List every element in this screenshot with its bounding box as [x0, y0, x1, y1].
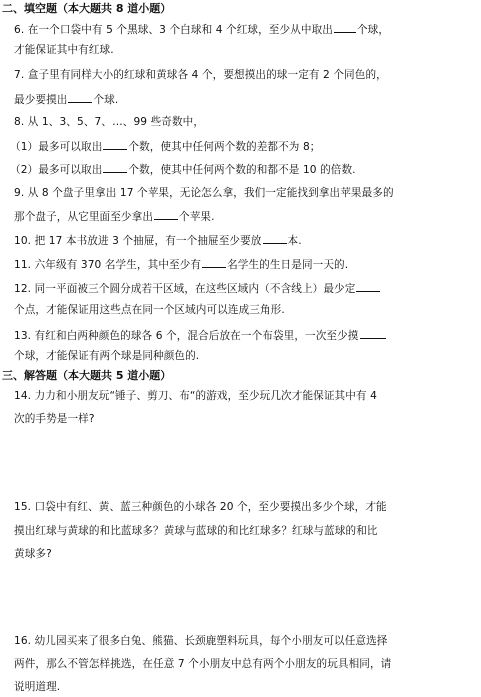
answer-blank[interactable]	[360, 327, 386, 339]
section-fill-in-blanks-heading: 二、填空题（本大题共 8 道小题）	[2, 2, 172, 15]
question-15-line-2: 摸出红球与黄球的和比蓝球多？黄球与蓝球的和比红球多？红球与蓝球的和比	[14, 525, 378, 537]
question-7-line-2: 最少要摸出 个球.	[14, 91, 475, 107]
question-8-line-1: 8. 从 1、3、5、7、…、99 些奇数中，	[14, 116, 205, 128]
answer-blank[interactable]	[202, 256, 226, 268]
question-10: 10. 把 17 本书放进 3 个抽屉，有一个抽屉至少要放 本.	[14, 232, 475, 248]
question-15-line-3: 黄球多?	[14, 548, 52, 560]
question-13-line-2: 个球，才能保证有两个球是同种颜色的.	[14, 350, 200, 362]
question-9-line-1: 9. 从 8 个盘子里拿出 17 个苹果，无论怎么拿，我们一定能找到拿出苹果最多的	[14, 187, 394, 199]
question-14-line-2: 次的手势是一样?	[14, 413, 95, 425]
question-14-line-1: 14. 力力和小朋友玩“锤子、剪刀、布“的游戏，至少玩几次才能保证其中有 4	[14, 390, 377, 402]
question-8-sub-1: （1）最多可以取出 个数，使其中任何两个数的差都不为 8；	[10, 138, 475, 154]
question-7-line-1: 7. 盒子里有同样大小的红球和黄球各 4 个，要想摸出的球一定有 2 个同色的，	[14, 69, 387, 81]
question-6-line-1: 6. 在一个口袋中有 5 个黑球、3 个白球和 4 个红球，至少从中取出 个球，	[14, 21, 475, 37]
question-12-line-2: 个点，才能保证用这些点在同一个区域内可以连成三角形.	[14, 304, 285, 316]
answer-blank[interactable]	[103, 161, 127, 173]
answer-blank[interactable]	[103, 138, 127, 150]
question-8-sub-2: （2）最多可以取出 个数，使其中任何两个数的和都不是 10 的倍数.	[10, 161, 475, 177]
question-9-line-2: 那个盘子，从它里面至少拿出 个苹果.	[14, 208, 475, 224]
question-13-line-1: 13. 有红和白两种颜色的球各 6 个，混合后放在一个布袋里，一次至少摸	[14, 327, 475, 343]
answer-blank[interactable]	[334, 21, 356, 33]
answer-blank[interactable]	[154, 208, 178, 220]
question-6-line-2: 才能保证其中有红球.	[14, 44, 114, 56]
answer-blank[interactable]	[263, 232, 287, 244]
question-16-line-1: 16. 幼儿园买来了很多白兔、熊猫、长颈鹿塑料玩具，每个小朋友可以任意选择	[14, 635, 388, 647]
question-12-line-1: 12. 同一平面被三个圆分成若干区域，在这些区域内（不含线上）最少定	[14, 280, 475, 296]
answer-blank[interactable]	[356, 280, 380, 292]
answer-blank[interactable]	[68, 91, 92, 103]
question-11: 11. 六年级有 370 名学生，其中至少有 名学生的生日是同一天的.	[14, 256, 475, 272]
question-16-line-3: 说明道理.	[14, 681, 61, 693]
question-15-line-1: 15. 口袋中有红、黄、蓝三种颜色的小球各 20 个，至少要摸出多少个球，才能	[14, 501, 387, 513]
section-answer-questions-heading: 三、解答题（本大题共 5 道小题）	[2, 369, 172, 382]
question-16-line-2: 两件，那么不管怎样挑选，在任意 7 个小朋友中总有两个小朋友的玩具相同，请	[14, 658, 392, 670]
